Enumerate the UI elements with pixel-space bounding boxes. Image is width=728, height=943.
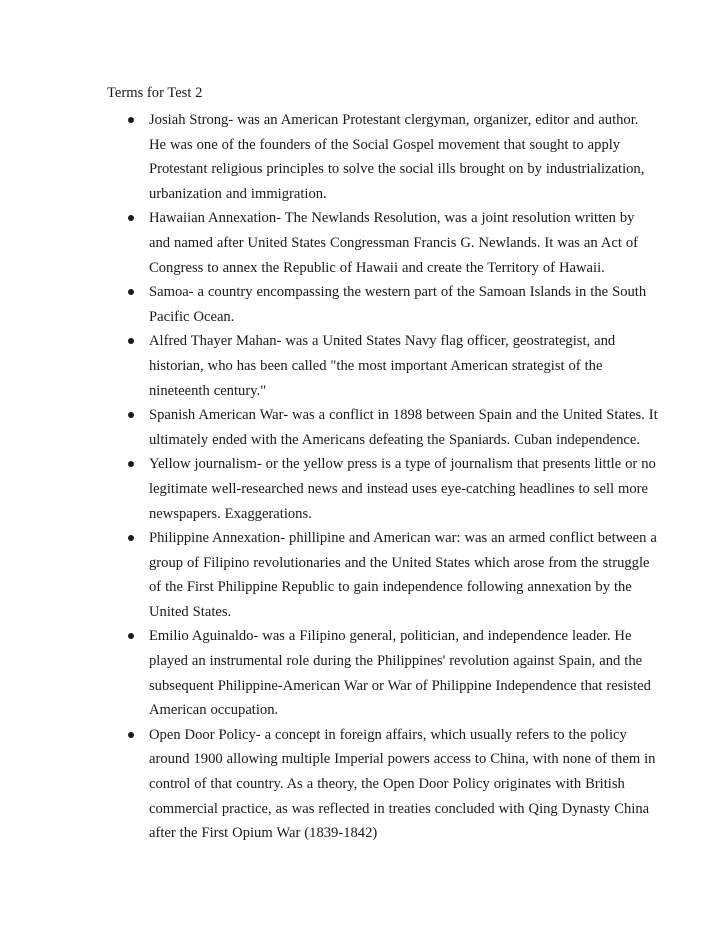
term-text: Open Door Policy- a concept in foreign affairs, which usually refers to the policy around 1900 allowing multiple Imperial powers access to China, with none of them in control of that country. As a theory, the Open Door Policy originates with British commercial practice, as was reflected in treaties concluded with Qing Dynasty China after the First Opium War (1839-1842) [149, 726, 656, 842]
term-item-alfred-thayer-mahan [0, 329, 659, 403]
term-item-open-door-policy [0, 723, 659, 846]
term-text: Spanish American War- was a conflict in 1898 between Spain and the United States. It ultimately ended with the Americans defeating the Spaniards. Cuban independence. [149, 407, 658, 448]
term-item-spanish-american-war [0, 403, 659, 452]
bullet-icon [128, 535, 134, 541]
bullet-icon [128, 633, 134, 639]
term-item-yellow-journalism [0, 452, 659, 526]
term-text: Josiah Strong- was an American Protestant clergyman, organizer, editor and author. He was one of the founders of the Social Gospel movement that sought to apply Protestant religious principles to solve the social ills brought on by industrialization, urbanization and immigration. [149, 112, 645, 202]
bullet-icon [128, 289, 134, 295]
bullet-icon [128, 732, 134, 738]
bullet-icon [128, 461, 134, 467]
terms-list [0, 108, 728, 846]
term-item-samoa [0, 280, 659, 329]
bullet-icon [128, 215, 134, 221]
bullet-icon [128, 117, 134, 123]
document-title: Terms for Test 2 [107, 85, 203, 101]
term-item-philippine-annexation [0, 526, 659, 624]
bullet-icon [128, 412, 134, 418]
term-text: Philippine Annexation- phillipine and American war: was an armed conflict between a group of Filipino revolutionaries and the United States which arose from the struggle of the First Philippine Republic to gain independence following annexation by the United States. [149, 530, 657, 620]
term-text: Emilio Aguinaldo- was a Filipino general, politician, and independence leader. He played an instrumental role during the Philippines' revolution against Spain, and the subsequent Philippine-American War or War of Philippine Independence that resisted American occupation. [149, 628, 651, 719]
bullet-icon [128, 338, 134, 344]
term-text: Hawaiian Annexation- The Newlands Resolution, was a joint resolution written by and named after United States Congressman Francis G. Newlands. It was an Act of Congress to annex the Republic of Hawaii and create the Territory of Hawaii. [149, 210, 639, 276]
term-text: Samoa- a country encompassing the western part of the Samoan Islands in the South Pacific Ocean. [149, 284, 647, 325]
term-item-emilio-aguinaldo [0, 624, 659, 722]
term-item-hawaiian-annexation [0, 206, 659, 280]
term-text: Yellow journalism- or the yellow press is a type of journalism that presents little or no legitimate well-researched news and instead uses eye-catching headlines to sell more newspapers. Exaggerations. [149, 456, 656, 522]
term-text: Alfred Thayer Mahan- was a United States Navy flag officer, geostrategist, and historian, who has been called "the most important American strategist of the nineteenth century." [149, 333, 616, 399]
term-item-josiah-strong [0, 108, 659, 206]
